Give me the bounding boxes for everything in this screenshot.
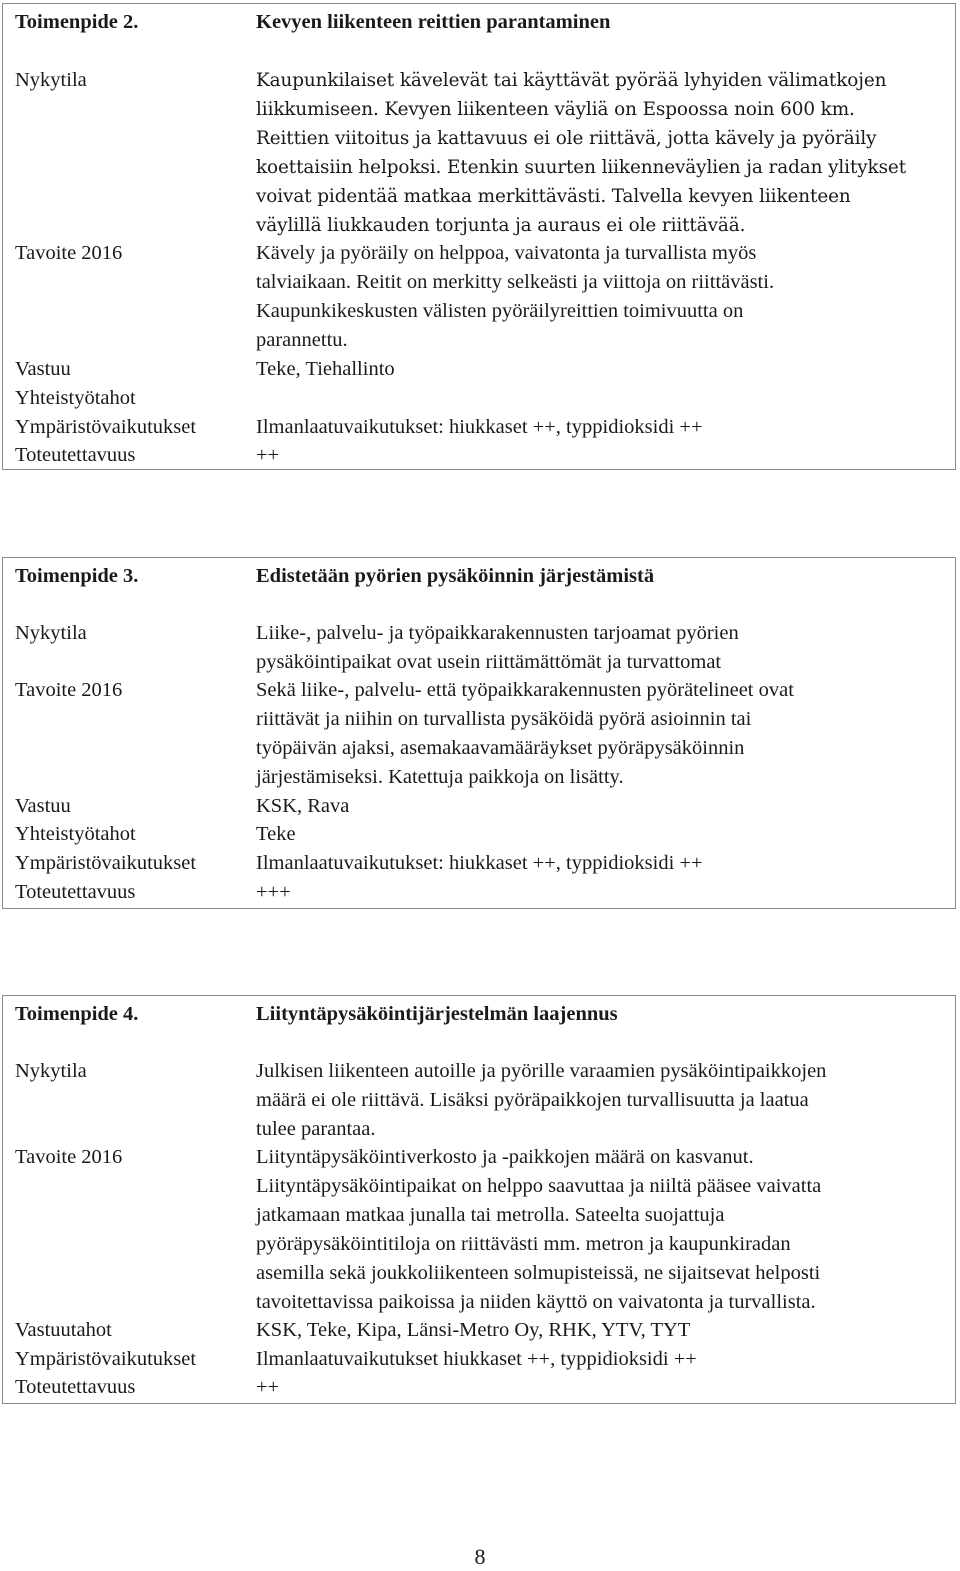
value-vastuu bbox=[256, 792, 946, 821]
text-line: ++ bbox=[256, 1376, 280, 1398]
text-line: talviaikaan. Reitit on merkitty selkeästi ja viittoja on riittävästi. bbox=[256, 271, 775, 293]
text-line: jatkamaan matkaa junalla tai metrolla. Sateelta suojattuja bbox=[256, 1204, 725, 1226]
label-vastuu: Vastuu bbox=[15, 795, 71, 817]
value-nykytila bbox=[256, 619, 946, 677]
value-ymparistovaikutukset bbox=[256, 849, 946, 878]
value-tavoite bbox=[256, 1143, 946, 1317]
measure-title: Liityntäpysäköintijärjestelmän laajennus bbox=[256, 1003, 618, 1025]
text-line: Teke bbox=[256, 823, 296, 845]
text-line: työpäivän ajaksi, asemakaavamääräykset pyöräpysäköinnin bbox=[256, 737, 745, 759]
value-toteutettavuus bbox=[256, 1373, 946, 1402]
text-line: Ilmanlaatuvaikutukset: hiukkaset ++, typpidioksidi ++ bbox=[256, 852, 703, 874]
measure-number: Toimenpide 2. bbox=[15, 11, 139, 33]
text-line: järjestämiseksi. Katettuja paikkoja on lisätty. bbox=[256, 766, 624, 788]
label-tavoite: Tavoite 2016 bbox=[15, 1146, 123, 1168]
value-nykytila bbox=[256, 1057, 946, 1144]
label-toteutettavuus: Toteutettavuus bbox=[15, 881, 136, 903]
text-line: Julkisen liikenteen autoille ja pyörille varaamien pysäköintipaikkojen bbox=[256, 1060, 827, 1082]
text-line: Reittien viitoitus ja kattavuus ei ole riittävä, jotta kävely ja pyöräily bbox=[256, 128, 877, 149]
text-line: koettaisiin helpoksi. Etenkin suurten liikenneväylien ja radan ylitykset bbox=[256, 157, 906, 178]
label-tavoite: Tavoite 2016 bbox=[15, 242, 123, 264]
label-vastuu: Vastuu bbox=[15, 358, 71, 380]
text-line: voivat pidentää matkaa merkittävästi. Talvella kevyen liikenteen bbox=[256, 186, 851, 207]
text-line: Liityntäpysäköintipaikat on helppo saavuttaa ja niiltä pääsee vaivatta bbox=[256, 1175, 822, 1197]
text-line: Kaupunkilaiset kävelevät tai käyttävät pyörää lyhyiden välimatkojen bbox=[256, 70, 887, 91]
measure-number: Toimenpide 4. bbox=[15, 1003, 139, 1025]
label-nykytila: Nykytila bbox=[15, 69, 87, 91]
measure-title: Edistetään pyörien pysäköinnin järjestämistä bbox=[256, 565, 655, 587]
value-tavoite bbox=[256, 676, 946, 792]
text-line: KSK, Teke, Kipa, Länsi-Metro Oy, RHK, YTV, TYT bbox=[256, 1319, 691, 1341]
label-tavoite: Tavoite 2016 bbox=[15, 679, 123, 701]
text-line: Liityntäpysäköintiverkosto ja -paikkojen määrä on kasvanut. bbox=[256, 1146, 754, 1168]
text-line: Liike-, palvelu- ja työpaikkarakennusten tarjoamat pyörien bbox=[256, 622, 739, 644]
measure-number: Toimenpide 3. bbox=[15, 565, 139, 587]
text-line: liikkumiseen. Kevyen liikenteen väyliä on Espoossa noin 600 km. bbox=[256, 99, 855, 120]
text-line: Sekä liike-, palvelu- että työpaikkarakennusten pyörätelineet ovat bbox=[256, 679, 794, 701]
label-ymparistovaikutukset: Ympäristövaikutukset bbox=[15, 1348, 197, 1370]
label-toteutettavuus: Toteutettavuus bbox=[15, 444, 136, 466]
text-line: väylillä liukkauden torjunta ja auraus ei ole riittävää. bbox=[256, 215, 746, 236]
text-line: määrä ei ole riittävä. Lisäksi pyöräpaikkojen turvallisuutta ja laatua bbox=[256, 1089, 809, 1111]
value-yhteistyotahot bbox=[256, 820, 946, 849]
label-nykytila: Nykytila bbox=[15, 622, 87, 644]
page-number: 8 bbox=[474, 1544, 486, 1569]
value-toteutettavuus bbox=[256, 878, 946, 907]
label-yhteistyotahot: Yhteistyötahot bbox=[15, 387, 136, 409]
label-toteutettavuus: Toteutettavuus bbox=[15, 1376, 136, 1398]
measure-title: Kevyen liikenteen reittien parantaminen bbox=[256, 11, 611, 33]
text-line: Ilmanlaatuvaikutukset: hiukkaset ++, typpidioksidi ++ bbox=[256, 416, 703, 438]
text-line: KSK, Rava bbox=[256, 795, 350, 817]
text-line: Teke, Tiehallinto bbox=[256, 358, 395, 380]
value-vastuutahot bbox=[256, 1316, 946, 1345]
text-line: riittävät ja niihin on turvallista pysäköidä pyörä asioinnin tai bbox=[256, 708, 752, 730]
text-line: Kävely ja pyöräily on helppoa, vaivatonta ja turvallista myös bbox=[256, 242, 757, 264]
value-nykytila bbox=[256, 66, 946, 240]
label-nykytila: Nykytila bbox=[15, 1060, 87, 1082]
text-line: ++ bbox=[256, 444, 280, 466]
value-ymparistovaikutukset bbox=[256, 1345, 946, 1374]
label-vastuutahot: Vastuutahot bbox=[15, 1319, 112, 1341]
text-line: tavoitettavissa paikoissa ja niiden käyttö on vaivatonta ja turvallista. bbox=[256, 1291, 816, 1313]
text-line: pyöräpysäköintitiloja on riittävästi mm. metron ja kaupunkiradan bbox=[256, 1233, 791, 1255]
measure-box-2 bbox=[2, 3, 956, 470]
text-line: Ilmanlaatuvaikutukset hiukkaset ++, typpidioksidi ++ bbox=[256, 1348, 697, 1370]
value-tavoite bbox=[256, 239, 946, 355]
label-ymparistovaikutukset: Ympäristövaikutukset bbox=[15, 852, 197, 874]
value-vastuu bbox=[256, 355, 946, 384]
label-ymparistovaikutukset: Ympäristövaikutukset bbox=[15, 416, 197, 438]
text-line: tulee parantaa. bbox=[256, 1118, 376, 1140]
text-line: pysäköintipaikat ovat usein riittämättömät ja turvattomat bbox=[256, 651, 722, 673]
text-line: Kaupunkikeskusten välisten pyöräilyreittien toimivuutta on bbox=[256, 300, 744, 322]
text-line: parannettu. bbox=[256, 329, 348, 351]
text-line: +++ bbox=[256, 881, 291, 903]
measure-box-4 bbox=[2, 995, 956, 1404]
text-line: asemilla sekä joukkoliikenteen solmupisteissä, ne sijaitsevat helposti bbox=[256, 1262, 821, 1284]
value-ymparistovaikutukset bbox=[256, 413, 946, 442]
value-toteutettavuus bbox=[256, 441, 946, 470]
measure-box-3 bbox=[2, 557, 956, 909]
label-yhteistyotahot: Yhteistyötahot bbox=[15, 823, 136, 845]
